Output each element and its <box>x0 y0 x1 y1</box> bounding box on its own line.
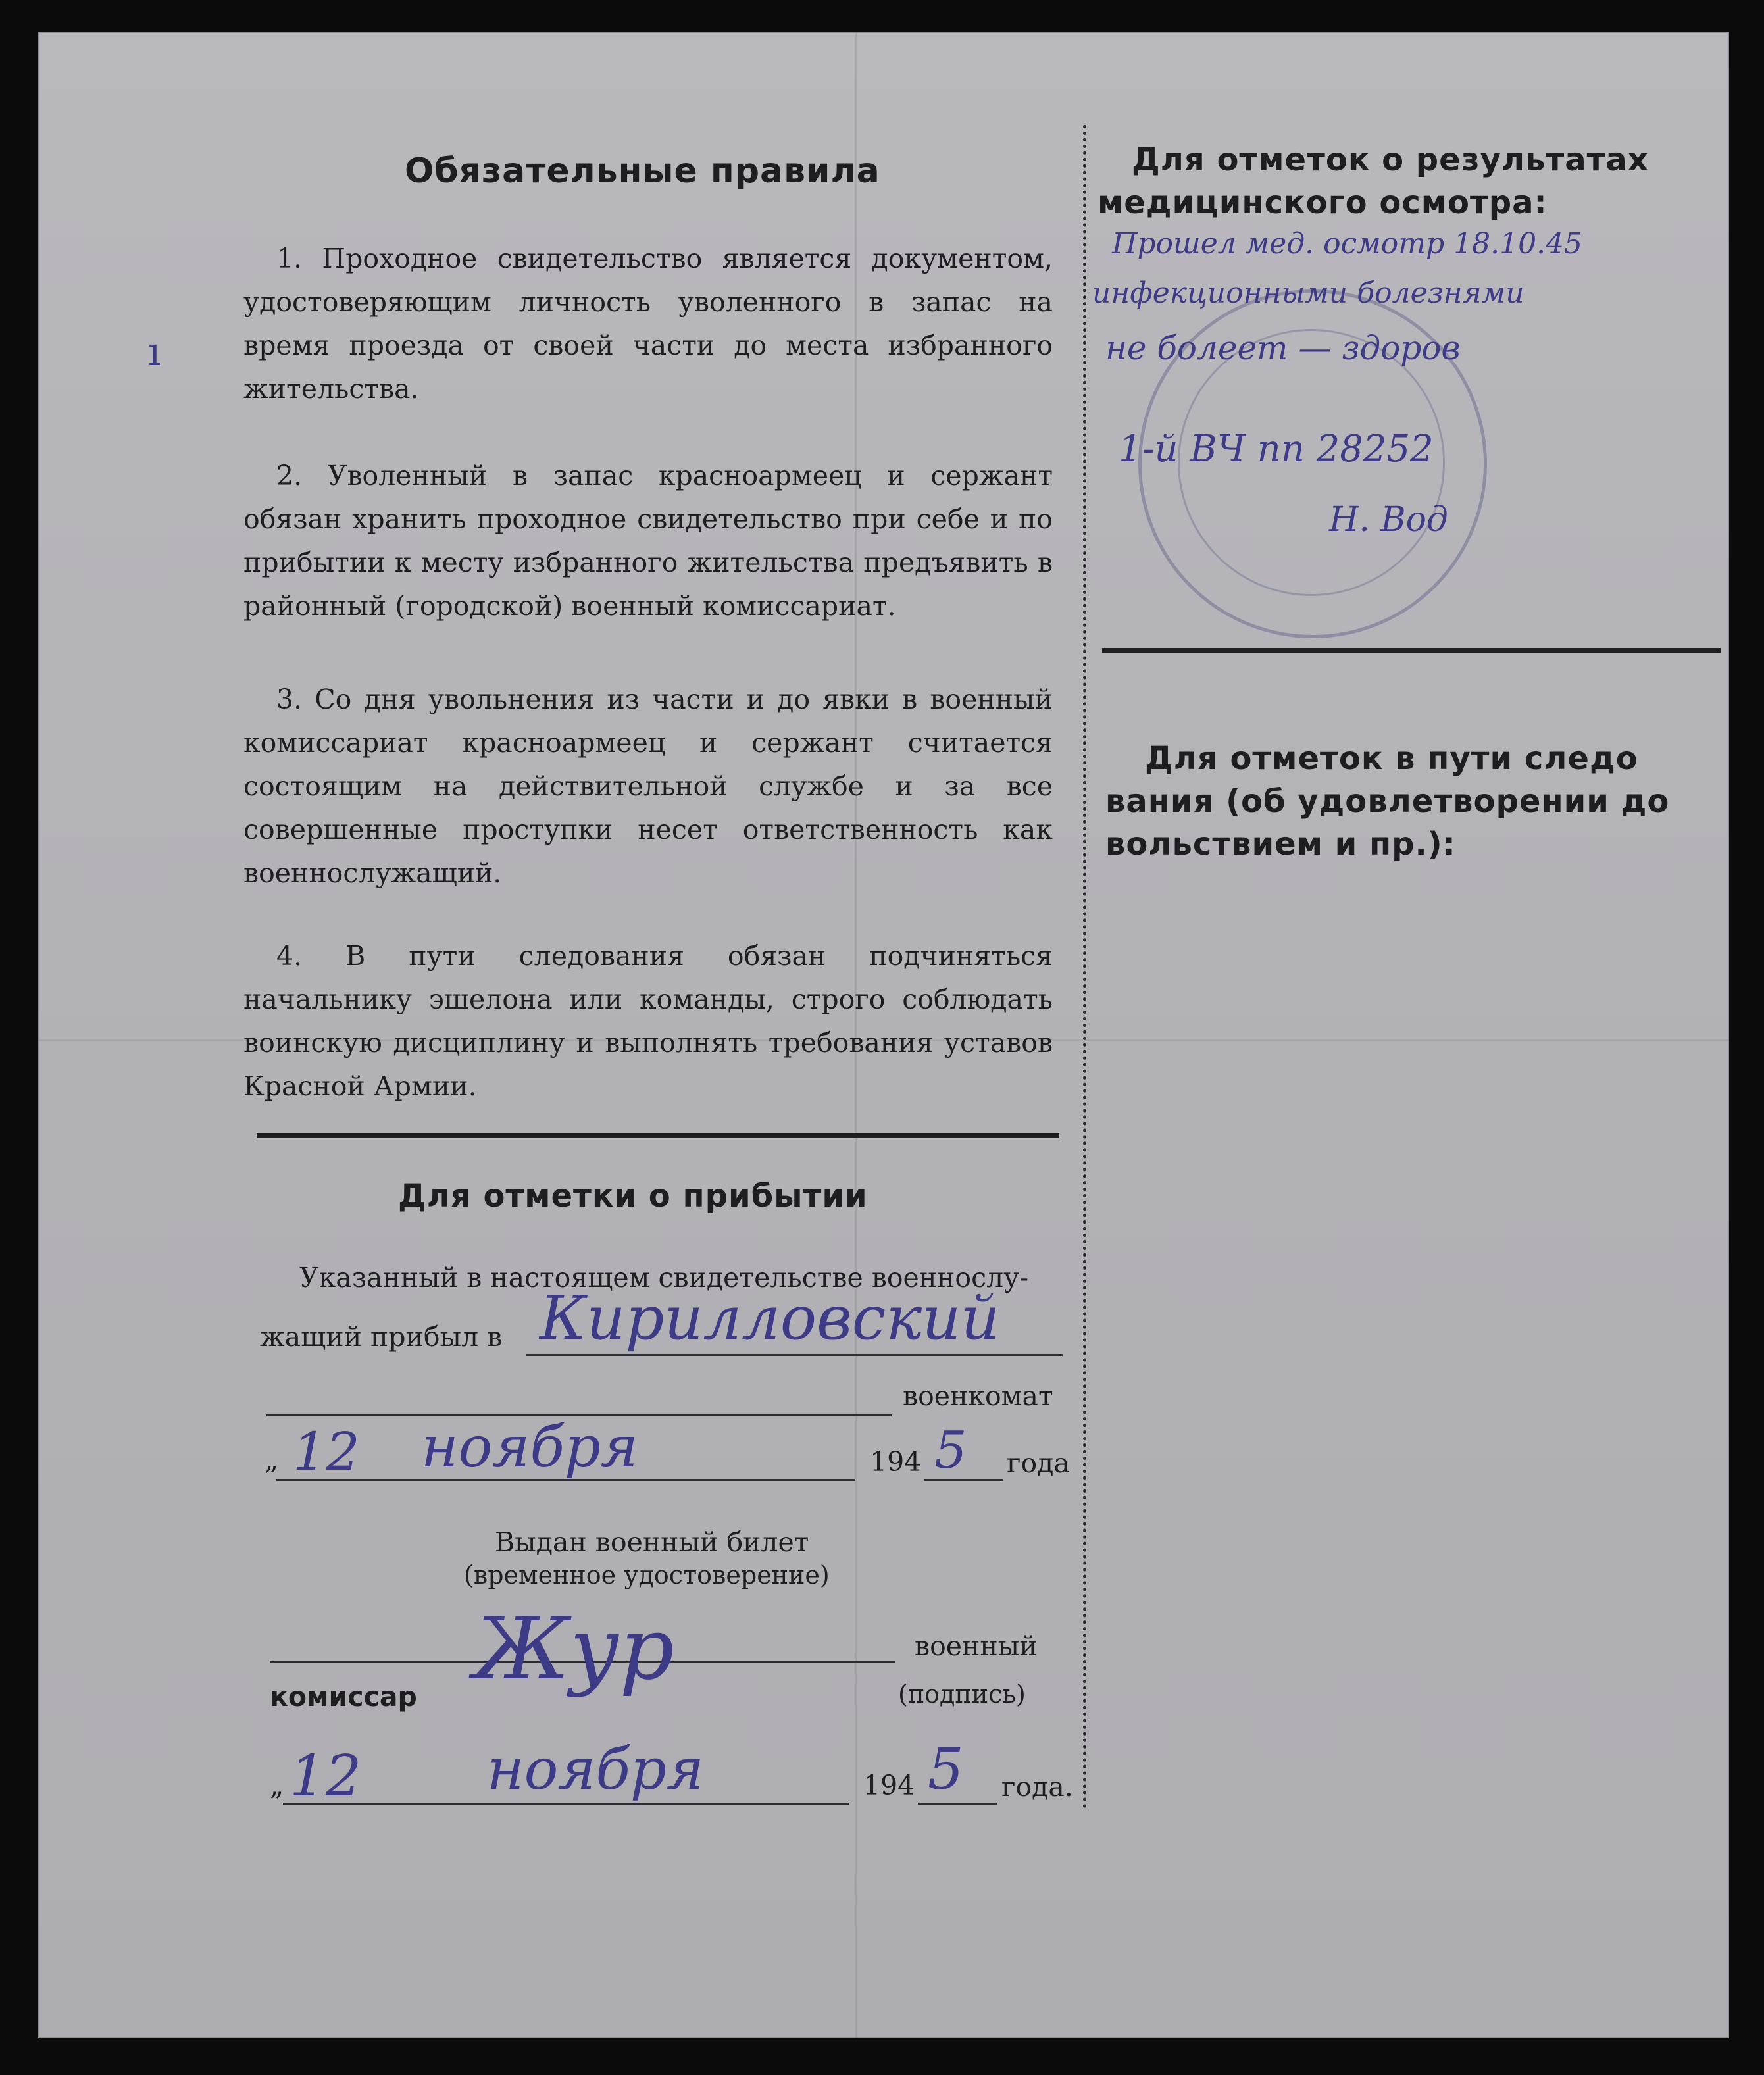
date2-quote: „ <box>270 1770 284 1801</box>
podpis-label: (подпись) <box>898 1680 1026 1709</box>
date1-day-handwritten: 12 <box>293 1421 360 1482</box>
rules-title: Обязательные правила <box>405 151 880 191</box>
medical-note-line-1: Прошел мед. осмотр 18.10.45 <box>1112 227 1583 261</box>
travel-title-line-1: Для отметок в пути следо <box>1145 740 1638 777</box>
date1-line <box>276 1479 855 1481</box>
medical-note-line-4: 1-й ВЧ пп 28252 <box>1119 428 1434 470</box>
medical-note-signature: Н. Вод <box>1329 500 1448 539</box>
date1-goda: года <box>1007 1447 1070 1479</box>
rule-2: 2. Уволенный в запас красноармеец и сержант обязан хранить проходное свидетельство при себе и по прибытии к месту избранного жительства предъявить в районный (городской) военный комиссариат. <box>243 460 1053 622</box>
medical-title-line-1: Для отметок о результатах <box>1132 141 1649 178</box>
voenny-label: военный <box>915 1630 1038 1662</box>
date1-year-prefix: 194 <box>870 1446 922 1478</box>
place-handwritten: Кирилловский <box>540 1283 1000 1353</box>
date2-goda: года. <box>1001 1771 1073 1803</box>
right-section-rule <box>1102 648 1721 653</box>
date2-year-line <box>918 1803 997 1805</box>
date1-year-line <box>924 1479 1003 1481</box>
rule-4: 4. В пути следования обязан подчиняться начальнику эшелона или команды, строго соблюдать воинскую дисциплину и выполнять требования уставов Красной Армии. <box>243 940 1053 1102</box>
arrival-title: Для отметки о прибытии <box>398 1178 868 1214</box>
date1-month-handwritten: ноября <box>421 1414 638 1480</box>
date2-month-handwritten: ноября <box>487 1737 704 1803</box>
medical-title-line-2: медицинского осмотра: <box>1097 184 1548 221</box>
date2-year-prefix: 194 <box>863 1770 915 1801</box>
date2-year-handwritten: 5 <box>928 1737 964 1803</box>
arrival-line-2: жащий прибыл в <box>260 1321 503 1353</box>
date2-line <box>283 1803 849 1805</box>
rule-3: 3. Со дня увольнения из части и до явки в военный комиссариат красноармеец и сержант считается состоящим на действительной службе и за все совершенные проступки несет ответственность как военнослужащий. <box>243 684 1053 889</box>
date1-year-handwritten: 5 <box>934 1421 967 1480</box>
medical-note-line-3: не болеет — здоров <box>1105 329 1461 367</box>
ticket-line-2: (временное удостоверение) <box>464 1561 830 1589</box>
date1-quote: „ <box>265 1444 279 1476</box>
rule-1: 1. Проходное свидетельство является документом, удостоверяющим личность уволенного в запас на время проезда от своей части до места избранного жительства. <box>243 243 1053 405</box>
commissar-signature: Жур <box>474 1599 674 1699</box>
travel-title-line-2: вания (об удовлетворении до <box>1105 783 1670 820</box>
arrival-line-1: Указанный в настоящем свидетельстве военнослу- <box>299 1262 1029 1293</box>
ticket-line-1: Выдан военный билет <box>495 1526 809 1558</box>
komissar-label: комиссар <box>270 1681 417 1713</box>
ink-tick-mark: ı <box>148 329 161 375</box>
date2-day-handwritten: 12 <box>290 1743 362 1809</box>
column-divider <box>1083 125 1086 1809</box>
place-line <box>526 1354 1063 1356</box>
travel-title-line-3: вольствием и пр.): <box>1105 826 1456 863</box>
section-rule <box>257 1133 1059 1138</box>
voenkomat-label: военкомат <box>903 1380 1053 1412</box>
medical-note-line-2: инфекционными болезнями <box>1092 276 1525 310</box>
